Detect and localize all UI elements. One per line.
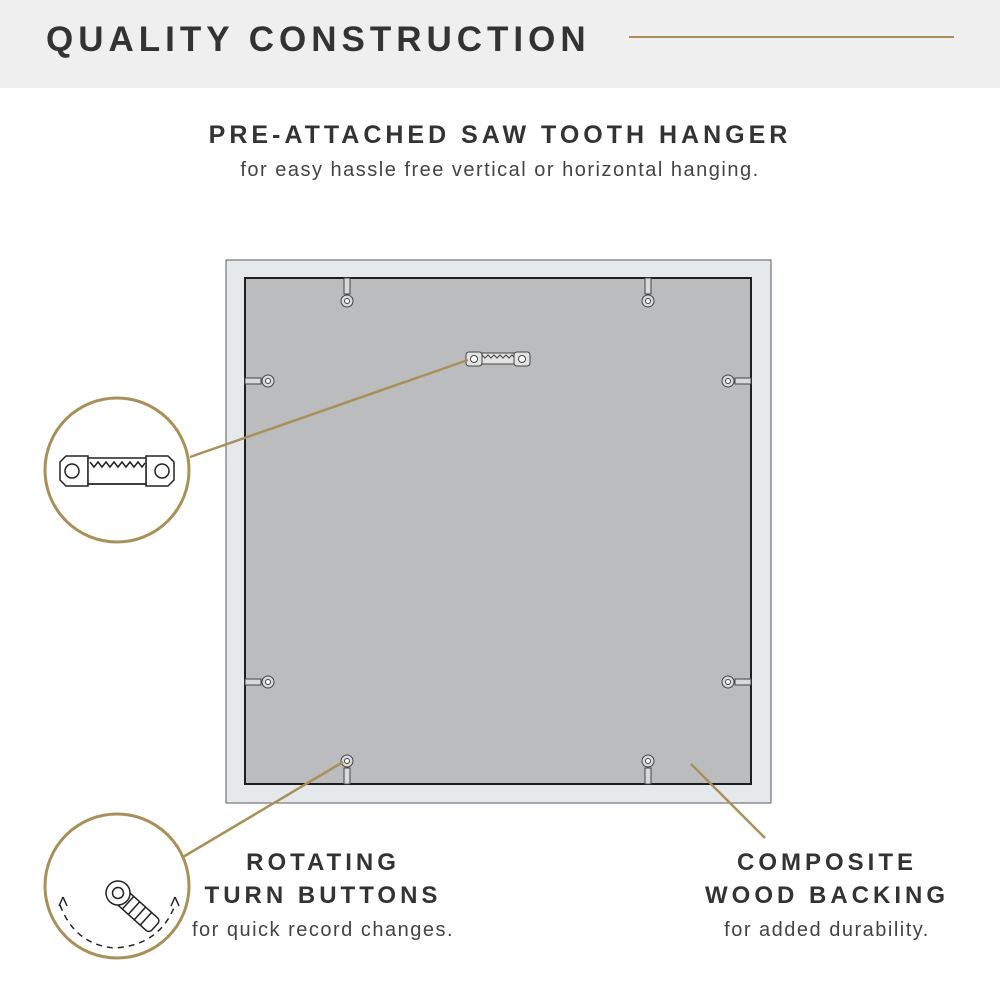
turn-buttons-title xyxy=(168,846,478,912)
hanger-zoom-circle xyxy=(45,398,189,542)
wood-backing-title-line2: WOOD BACKING xyxy=(705,882,949,909)
turn-buttons-title-line2: TURN BUTTONS xyxy=(204,882,442,909)
turn-buttons-title-line1: ROTATING xyxy=(246,849,400,876)
wood-backing-subtitle: for added durability. xyxy=(724,919,930,941)
page-title: QUALITY CONSTRUCTION xyxy=(46,20,591,59)
wood-backing-title xyxy=(672,846,982,912)
hanger-title: PRE-ATTACHED SAW TOOTH HANGER xyxy=(208,121,792,149)
wood-backing-title-line1: COMPOSITE xyxy=(736,849,917,876)
hanger-subtitle: for easy hassle free vertical or horizontal hanging. xyxy=(240,159,760,181)
saw-tooth-hanger xyxy=(466,352,530,366)
frame-back xyxy=(226,260,771,803)
turn-buttons-subtitle: for quick record changes. xyxy=(191,919,455,941)
saw-tooth-hanger-icon xyxy=(60,456,174,486)
